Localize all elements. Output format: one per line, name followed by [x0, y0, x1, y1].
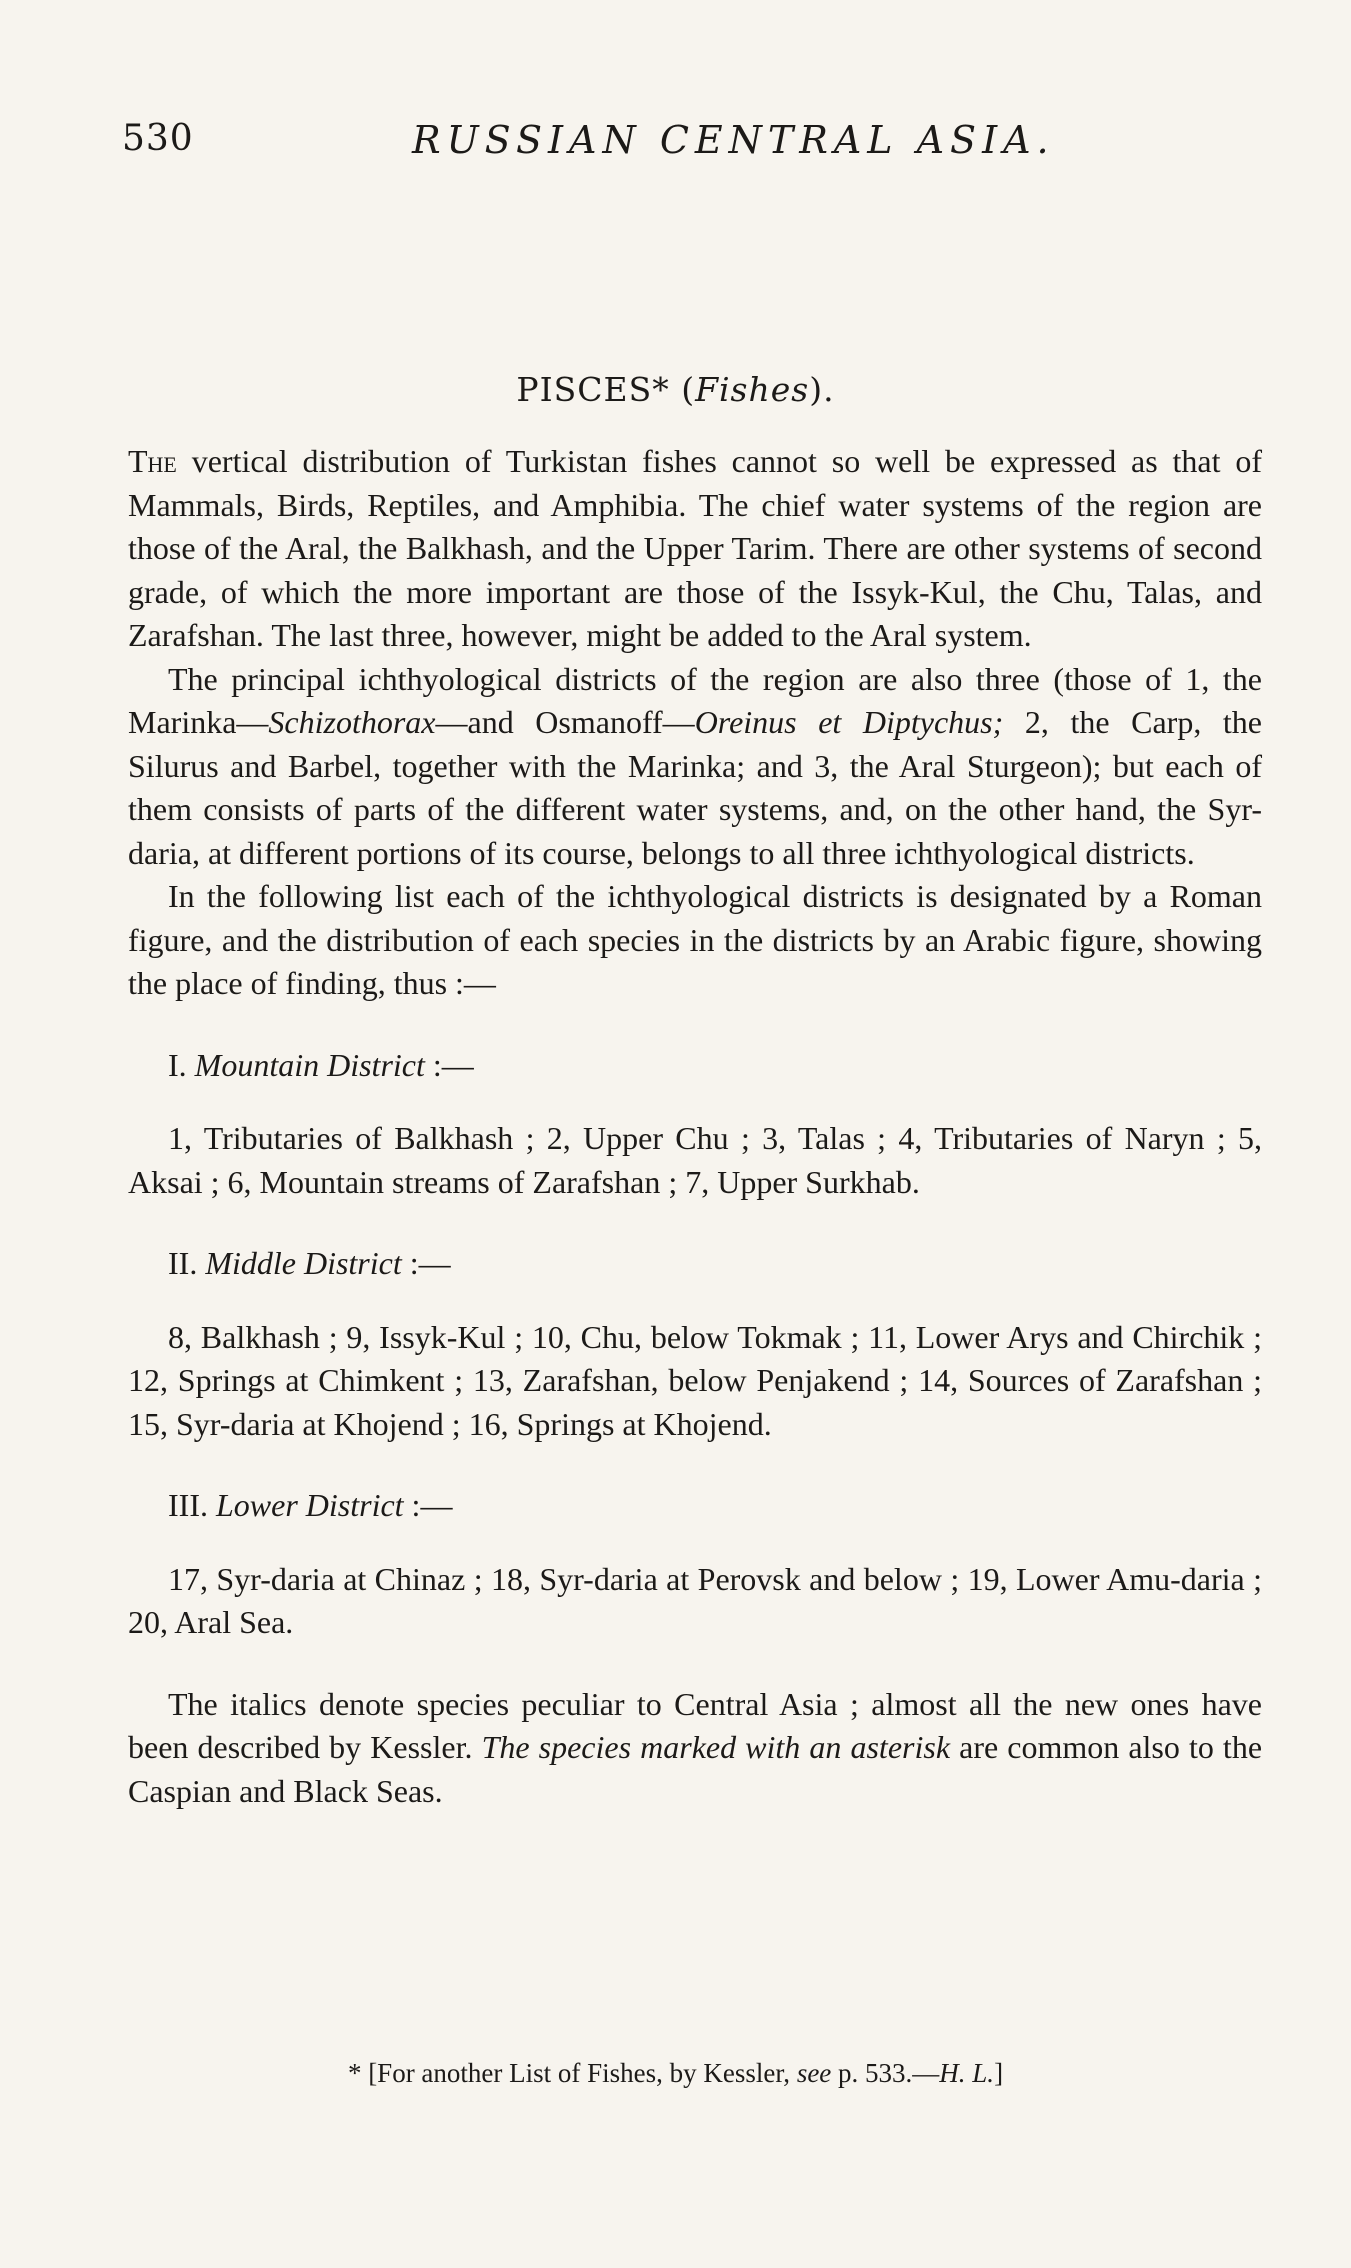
district-heading-2 [128, 1242, 1262, 1286]
district-name: Lower District [215, 1487, 404, 1523]
district-name: Middle District [205, 1245, 402, 1281]
section-title-italic: Fishes [695, 370, 810, 409]
paragraph-italics-note-text-1: The italics denote species peculiar to Central Asia ; almost all the new ones have been described by Kessler. [128, 1685, 1262, 1765]
footnote [0, 2058, 1351, 2089]
footnote-text-1: * [For another List of Fishes, by Kessler, [347, 2058, 797, 2088]
district-localities-1: 1, Tributaries of Balkhash ; 2, Upper Chu ; 3, Talas ; 4, Tributaries of Naryn ; 5, Aksai ; 6, Mountain streams of Zarafshan ; 7, Upper Surkhab. [128, 1120, 1262, 1200]
section-title-paren-close: ). [809, 370, 835, 409]
paragraph-italics-note [128, 1683, 1262, 1814]
district-suffix: :— [401, 1245, 451, 1281]
district-numeral: I. [168, 1046, 187, 1083]
district-heading-3 [128, 1484, 1262, 1528]
section-title [0, 370, 1351, 409]
section-title-main: PISCES* [516, 370, 670, 409]
district-numeral: III. [168, 1487, 208, 1523]
paragraph-italics-note-text-2: are common also to the Caspian and Black Seas. [128, 1729, 1263, 1809]
paragraph-intro [128, 440, 1262, 658]
lead-word: The [128, 443, 177, 479]
district-heading-1 [128, 1044, 1262, 1088]
district-localities-2: 8, Balkhash ; 9, Issyk-Kul ; 10, Chu, below Tokmak ; 11, Lower Arys and Chirchik ; 12, Springs at Chimkent ; 13, Zarafshan, below Penjakend ; 14, Sources of Zarafshan ; 15, Syr-daria at Khojend ; 16, Springs at Khojend. [128, 1318, 1262, 1442]
district-suffix: :— [403, 1487, 453, 1523]
district-localities-3: 17, Syr-daria at Chinaz ; 18, Syr-daria at Perovsk and below ; 19, Lower Amu-daria ; 20, Aral Sea. [128, 1560, 1262, 1640]
paragraph-districts [128, 658, 1262, 876]
running-head [122, 118, 1258, 178]
footnote-initials: H. L. [939, 2058, 995, 2088]
footnote-see: see [796, 2058, 832, 2088]
footnote-text-2: p. 533.— [831, 2058, 940, 2088]
paragraph-districts-text-3: 2, the Carp, the Silurus and Barbel, together with the Marinka; and 3, the Aral Sturgeon); but each of them consists of parts of the different water systems, and, on the other hand, the Syr-daria, at different portions of its course, belongs to all three ichthyological districts. [128, 704, 1263, 871]
page-number: 530 [122, 118, 194, 159]
paragraph-districts-text-1: The principal ichthyological districts of the region are also three (those of 1, the Marinka— [128, 660, 1262, 740]
paragraph-districts-text-2: —and Osmanoff— [435, 704, 695, 740]
body-text [128, 440, 1262, 1813]
running-title: RUSSIAN CENTRAL ASIA. [412, 118, 1055, 162]
district-numeral: II. [168, 1245, 198, 1281]
genus-schizothorax: Schizothorax [268, 704, 436, 740]
genus-oreinus-diptychus: Oreinus et Diptychus; [694, 704, 1004, 740]
district-suffix: :— [424, 1046, 474, 1083]
paragraph-italics-note-italic: The species marked with an asterisk [481, 1729, 951, 1765]
footnote-text-3: ] [994, 2058, 1004, 2088]
district-name: Mountain District [194, 1046, 425, 1083]
paragraph-list-intro: In the following list each of the ichthyological districts is designated by a Roman figure, and the distribution of each species in the districts by an Arabic figure, showing the place of finding, thus :— [128, 878, 1262, 1001]
section-title-paren-open: ( [669, 370, 696, 409]
paragraph-intro-text: vertical distribution of Turkistan fishes cannot so well be expressed as that of Mammals, Birds, Reptiles, and Amphibia. The chief water systems of the region are those of the Aral, the Balkhash, and the Upper Tarim. There are other systems of second grade, of which the more important are those of the Issyk-Kul, the Chu, Talas, and Zarafshan. The last three, however, might be added to the Aral system. [128, 443, 1262, 653]
